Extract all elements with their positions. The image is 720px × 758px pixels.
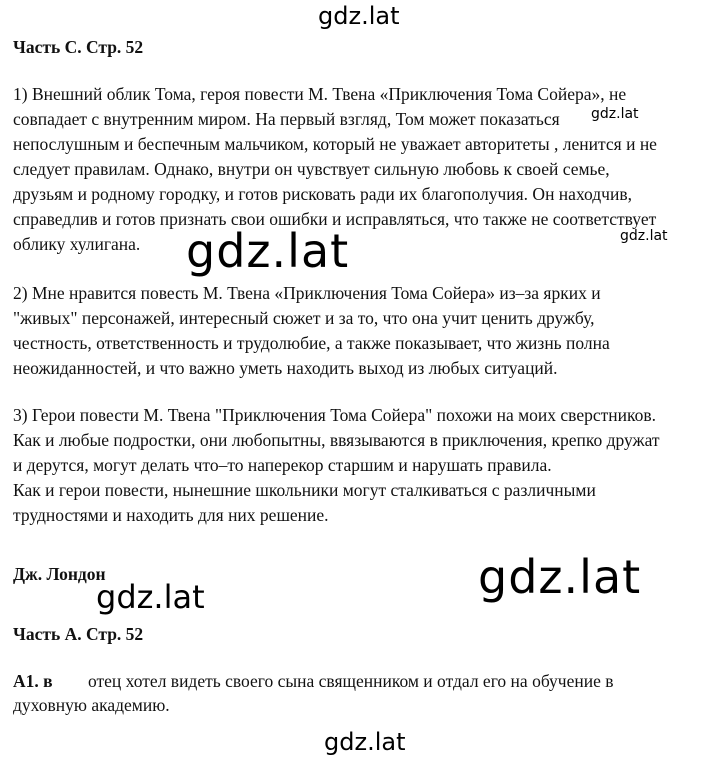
text-line: 3) Герои повести М. Твена "Приключения Тома Сойера" похожи на моих сверстников. (13, 405, 657, 425)
answer-a1-line-1: отец хотел видеть своего сына священником и отдал его на обучение в (88, 671, 614, 691)
text-line: неожиданностей, и что важно уметь находить выход из любых ситуаций. (13, 358, 558, 378)
section-heading-c: Часть С. Стр. 52 (13, 37, 144, 57)
author-heading: Дж. Лондон (13, 564, 106, 584)
answer-paragraph-1 (13, 82, 713, 257)
text-line: 1) Внешний облик Тома, героя повести М. Твена «Приключения Тома Сойера», не (13, 84, 627, 104)
text-line: совпадает с внутренним миром. На первый взгляд, Том может показаться (13, 109, 560, 129)
watermark-medium: gdz.lat (96, 578, 205, 616)
answer-a1-line-2: духовную академию. (13, 695, 170, 715)
answer-paragraph-3 (13, 403, 713, 528)
text-line: честность, ответственность и трудолюбие, а также показывает, что жизнь полна (13, 333, 610, 353)
text-line: справедлив и готов признать свои ошибки и исправляться, что также не соответствует (13, 209, 657, 229)
watermark-large-1: gdz.lat (186, 224, 350, 278)
text-line: и дерутся, могут делать что–то наперекор старшим и нарушать правила. (13, 455, 552, 475)
watermark-bottom: gdz.lat (324, 728, 406, 756)
text-line: Как и любые подростки, они любопытны, ввязываются в приключения, крепко дружат (13, 430, 660, 450)
answer-paragraph-2 (13, 281, 713, 381)
text-line: "живых" персонажей, интересный сюжет и за то, что она учит ценить дружбу, (13, 308, 595, 328)
text-line: облику хулигана. (13, 234, 141, 254)
text-line: следует правилам. Однако, внутри он чувствует сильную любовь к своей семье, (13, 159, 610, 179)
text-line: трудностями и находить для них решение. (13, 505, 329, 525)
watermark-large-2: gdz.lat (478, 550, 642, 604)
text-line: 2) Мне нравится повесть М. Твена «Приключения Тома Сойера» из–за ярких и (13, 283, 601, 303)
watermark-small-2: gdz.lat (620, 228, 668, 244)
question-label-a1: А1. в (13, 671, 53, 691)
watermark-top: gdz.lat (318, 2, 400, 30)
text-line: друзьям и родному городку, и готов рисковать ради их благополучия. Он находчив, (13, 184, 632, 204)
text-line: непослушным и беспечным мальчиком, который не уважает авторитеты , ленится и не (13, 134, 657, 154)
section-heading-a: Часть А. Стр. 52 (13, 624, 144, 644)
watermark-small-1: gdz.lat (591, 106, 639, 122)
text-line: Как и герои повести, нынешние школьники могут сталкиваться с различными (13, 480, 596, 500)
